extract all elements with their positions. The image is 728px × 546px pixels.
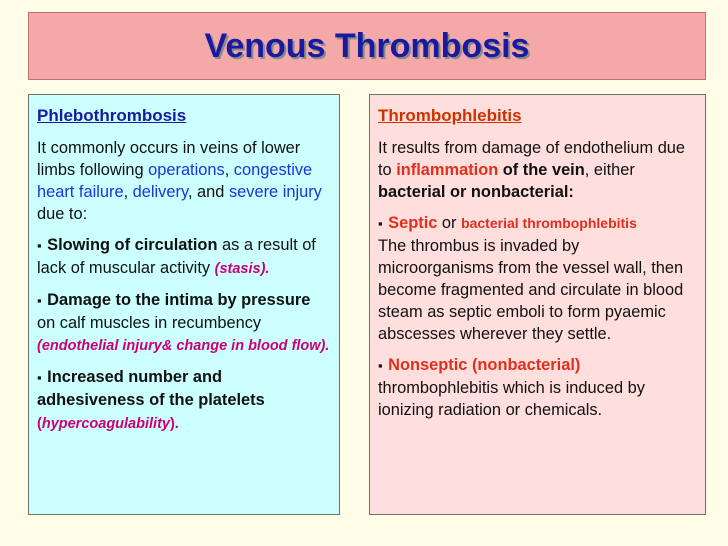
bullet-intima-damage: [37, 289, 331, 357]
intro-text-2: , either: [584, 161, 635, 179]
intro-text: It results from damage of endothelium due to: [378, 139, 686, 179]
phlebothrombosis-panel: [28, 94, 340, 515]
intro-text: It commonly occurs in veins of lower limbs following: [37, 139, 301, 179]
bullet-emphasis: (stasis).: [214, 261, 270, 277]
intro-bold: of the vein: [498, 161, 585, 179]
inflammation-term: inflammation: [396, 161, 499, 179]
bullet-stasis: [37, 234, 331, 280]
severe-injury-term: severe injury: [228, 183, 322, 201]
sep: , and: [187, 183, 229, 201]
chf-term: congestive heart failure: [37, 161, 313, 201]
intro-bold-2: bacterial or nonbacterial:: [378, 183, 574, 201]
page-title: Venous Thrombosis: [204, 26, 530, 65]
bullet-bold: Damage to the intima by pressure: [47, 291, 311, 309]
bacterial-term: bacterial thrombophlebitis: [461, 215, 637, 231]
bullet-platelets: [37, 366, 331, 435]
bullet-nonseptic: [378, 354, 697, 421]
bullet-emphasis: hypercoagulability: [41, 416, 170, 432]
nonseptic-term: Nonseptic (nonbacterial): [388, 356, 581, 374]
bullet-text: on calf muscles in recumbency: [37, 314, 262, 332]
paren-close: ).: [169, 416, 179, 432]
bullet-septic: [378, 212, 697, 345]
thrombophlebitis-heading: Thrombophlebitis: [378, 106, 522, 125]
phlebothrombosis-intro: [37, 137, 331, 225]
or-text: or: [437, 214, 462, 232]
title-banner: [28, 12, 706, 80]
nonseptic-description: thrombophlebitis which is induced by ionizing radiation or chemicals.: [378, 379, 645, 419]
septic-term: Septic: [388, 214, 438, 232]
phlebothrombosis-heading: Phlebothrombosis: [37, 106, 187, 125]
thrombophlebitis-panel: [369, 94, 706, 515]
thrombophlebitis-intro: [378, 137, 697, 203]
bullet-text: as a result of lack of muscular activity: [37, 236, 316, 277]
bullet-emphasis: (endothelial injury& change in blood flow).: [37, 338, 330, 354]
intro-end: due to:: [37, 205, 88, 223]
sep: ,: [224, 161, 234, 179]
operations-term: operations: [148, 161, 225, 179]
paren-open: (: [37, 416, 42, 432]
sep: ,: [123, 183, 133, 201]
septic-description: The thrombus is invaded by microorganisms from the vessel wall, then become fragmented and circulate in blood steam as septic emboli to form pyaemic abscesses wherever they settle.: [378, 237, 684, 343]
bullet-bold: Slowing of circulation: [47, 236, 218, 254]
bullet-bold: Increased number and adhesiveness of the platelets: [37, 368, 265, 409]
delivery-term: delivery: [132, 183, 188, 201]
